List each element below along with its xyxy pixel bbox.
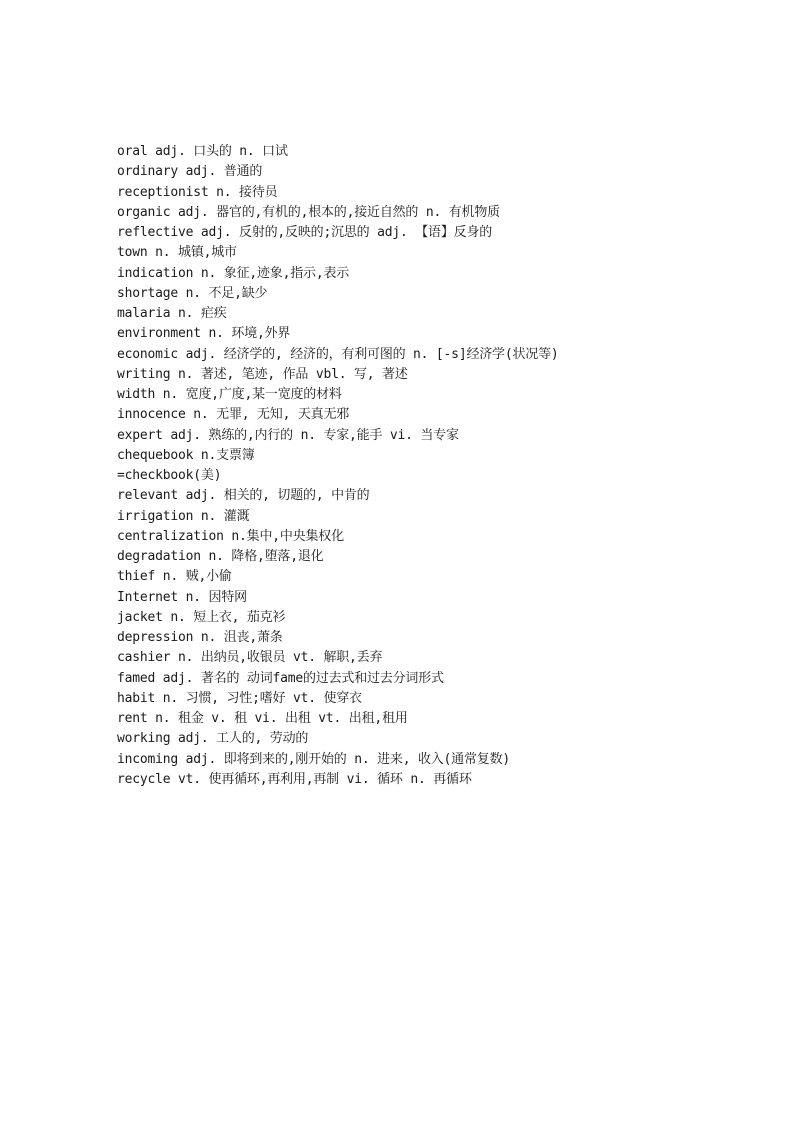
vocab-entry: depression n. 沮丧,萧条: [117, 630, 283, 645]
vocab-entry: indication n. 象征,迹象,指示,表示: [117, 265, 350, 281]
vocab-entry: environment n. 环境,外界: [117, 326, 291, 342]
vocab-entry: malaria n. 疟疾: [117, 306, 227, 321]
vocab-entry: recycle vt. 使再循环,再利用,再制 vi. 循环 n. 再循环: [117, 771, 472, 787]
vocab-entry: chequebook n.支票簿: [117, 447, 255, 463]
vocab-entry: relevant adj. 相关的, 切题的, 中肯的: [117, 488, 370, 504]
vocab-entry: Internet n. 因特网: [117, 589, 247, 605]
vocab-entry: innocence n. 无罪, 无知, 天真无邪: [117, 407, 350, 423]
vocab-entry: irrigation n. 灌溉: [117, 508, 250, 524]
vocab-entry: town n. 城镇,城市: [117, 245, 237, 261]
vocab-entry: ordinary adj. 普通的: [117, 164, 263, 180]
vocab-entry: thief n. 贼,小偷: [117, 569, 232, 585]
vocab-entry: incoming adj. 即将到来的,刚开始的 n. 进来, 收入(通常复数): [117, 751, 511, 767]
vocab-entry: receptionist n. 接待员: [117, 184, 278, 200]
vocab-entry: centralization n.集中,中央集权化: [117, 528, 344, 544]
vocab-entry: cashier n. 出纳员,收银员 vt. 解职,丢弃: [117, 650, 383, 666]
vocab-entry: shortage n. 不足,缺少: [117, 285, 268, 301]
vocab-entry: width n. 宽度,广度,某一宽度的材料: [117, 387, 342, 402]
vocab-entry: organic adj. 器官的,有机的,根本的,接近自然的 n. 有机物质: [117, 204, 500, 220]
vocab-entry: economic adj. 经济学的, 经济的，有利可图的 n. [-s]经济学(状况等): [117, 346, 559, 362]
vocab-entry: writing n. 著述, 笔迹, 作品 vbl. 写, 著述: [117, 366, 408, 382]
vocabulary-list: [117, 142, 757, 790]
vocab-entry: rent n. 租金 v. 租 vi. 出租 vt. 出租,租用: [117, 711, 408, 726]
vocab-entry: working adj. 工人的, 劳动的: [117, 731, 309, 747]
vocab-entry: reflective adj. 反射的,反映的;沉思的 adj. 【语】反身的: [117, 225, 493, 240]
vocab-entry: expert adj. 熟练的,内行的 n. 专家,能手 vi. 当专家: [117, 427, 459, 443]
vocab-entry: habit n. 习惯, 习性;嗜好 vt. 使穿衣: [117, 690, 362, 706]
vocab-entry: degradation n. 降格,堕落,退化: [117, 549, 324, 564]
vocab-entry: jacket n. 短上衣, 茄克衫: [117, 609, 286, 625]
vocab-entry: famed adj. 著名的 动词fame的过去式和过去分词形式: [117, 670, 444, 686]
vocab-entry: oral adj. 口头的 n. 口试: [117, 144, 288, 159]
vocab-entry: =checkbook(美): [117, 468, 222, 483]
